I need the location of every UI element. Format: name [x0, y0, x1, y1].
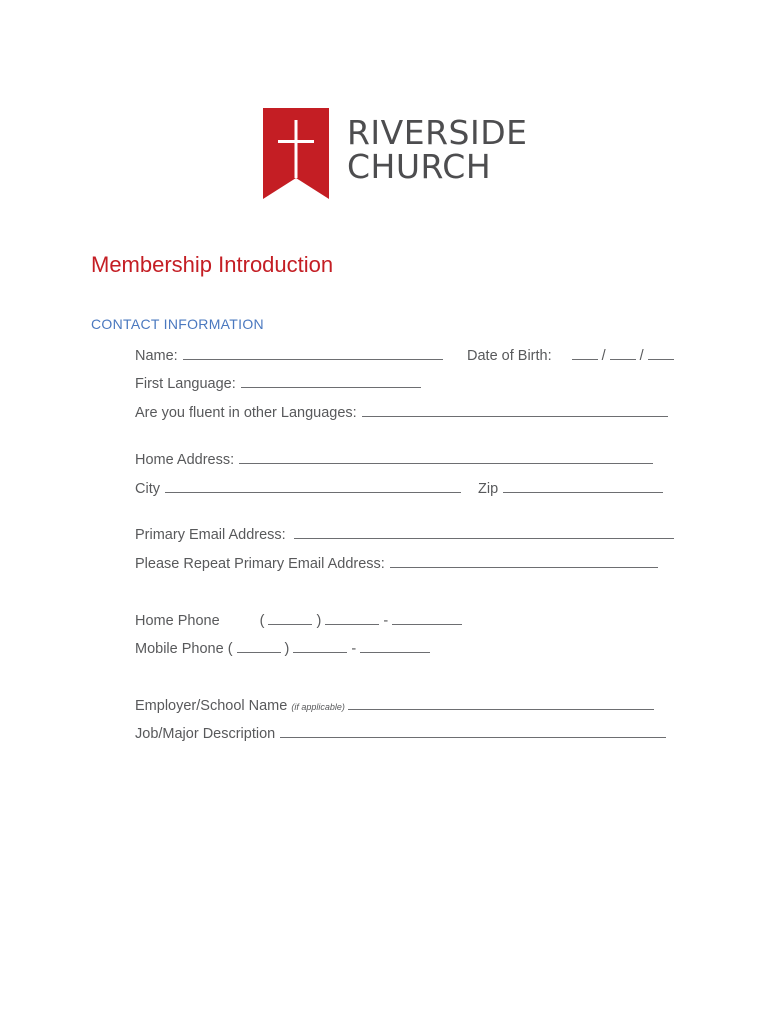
paren-open: ( [227, 641, 233, 657]
dob-label: Date of Birth: [467, 348, 552, 364]
logo-line-2: CHURCH [347, 147, 492, 186]
city-row [135, 478, 465, 498]
dob-separator: / [639, 348, 644, 364]
zip-label: Zip [478, 481, 499, 497]
home-phone-row [135, 610, 466, 630]
city-label: City [135, 481, 160, 497]
repeat-email-label: Please Repeat Primary Email Address: [135, 556, 385, 572]
dash: - [383, 613, 389, 629]
dob-year-field[interactable] [648, 345, 674, 360]
other-languages-field[interactable] [362, 402, 668, 417]
other-languages-label: Are you fluent in other Languages: [135, 405, 357, 421]
employer-row [135, 695, 658, 716]
mobile-phone-row [135, 638, 434, 658]
church-logo [263, 108, 553, 200]
other-languages-row [135, 402, 672, 422]
mobile-phone-label: Mobile Phone [135, 641, 224, 657]
dob-row [467, 345, 678, 365]
primary-email-label: Primary Email Address: [135, 527, 286, 543]
job-row [135, 723, 670, 743]
mobile-phone-line-field[interactable] [360, 638, 430, 653]
name-row [135, 345, 447, 365]
job-field[interactable] [280, 723, 666, 738]
home-address-row [135, 449, 657, 469]
paren-close: ) [316, 613, 322, 629]
logo-line-1: RIVERSIDE [347, 113, 528, 152]
repeat-email-row [135, 553, 662, 573]
first-language-field[interactable] [241, 373, 421, 388]
job-label: Job/Major Description [135, 726, 276, 742]
dob-day-field[interactable] [610, 345, 636, 360]
home-address-field[interactable] [239, 449, 653, 464]
home-phone-area-field[interactable] [268, 610, 312, 625]
paren-open: ( [259, 613, 265, 629]
home-phone-label: Home Phone [135, 613, 220, 629]
name-label: Name: [135, 348, 178, 364]
section-heading: CONTACT INFORMATION [91, 316, 264, 332]
home-address-label: Home Address: [135, 452, 235, 468]
logo-wordmark [347, 113, 528, 186]
primary-email-field[interactable] [294, 524, 674, 539]
first-language-label: First Language: [135, 376, 236, 392]
zip-field[interactable] [503, 478, 663, 493]
first-language-row [135, 373, 425, 393]
city-field[interactable] [165, 478, 461, 493]
employer-label: Employer/School Name [135, 698, 288, 714]
employer-field[interactable] [348, 695, 654, 710]
repeat-email-field[interactable] [390, 553, 658, 568]
zip-row [478, 478, 667, 498]
page-title: Membership Introduction [91, 252, 334, 277]
primary-email-row [135, 524, 678, 544]
dash: - [351, 641, 357, 657]
mobile-phone-prefix-field[interactable] [293, 638, 347, 653]
mobile-phone-area-field[interactable] [237, 638, 281, 653]
cross-banner-icon [263, 108, 329, 199]
home-phone-prefix-field[interactable] [325, 610, 379, 625]
dob-month-field[interactable] [572, 345, 598, 360]
dob-separator: / [601, 348, 606, 364]
employer-note: (if applicable) [291, 702, 345, 712]
paren-close: ) [284, 641, 290, 657]
home-phone-line-field[interactable] [392, 610, 462, 625]
name-field[interactable] [183, 345, 443, 360]
